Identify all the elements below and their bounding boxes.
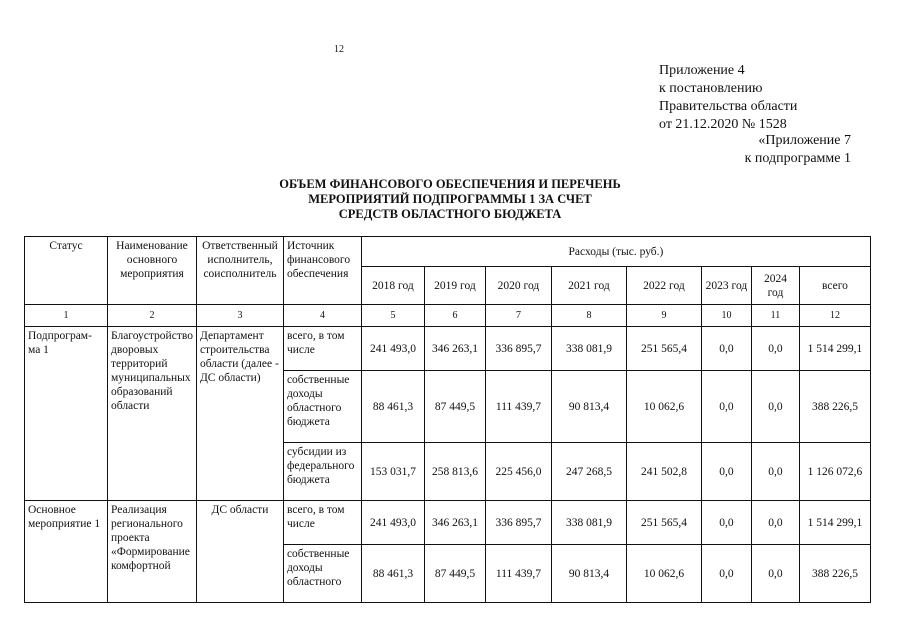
- header-source: Источник финансового обеспечения: [283, 237, 361, 305]
- value-cell: 388 226,5: [799, 371, 870, 443]
- annex-line: Приложение 4: [659, 63, 745, 78]
- column-index: 10: [701, 305, 751, 327]
- annex-line: «Приложение 7: [758, 133, 851, 148]
- measure-name-cell: Благоустройство дворовых территорий муниципальных образований области: [108, 327, 197, 501]
- column-index: 7: [485, 305, 551, 327]
- value-cell: 1 514 299,1: [799, 501, 870, 545]
- column-index: 11: [751, 305, 799, 327]
- column-index: 6: [424, 305, 485, 327]
- value-cell: 225 456,0: [485, 443, 551, 501]
- header-year: 2023 год: [701, 267, 751, 305]
- value-cell: 90 813,4: [551, 545, 626, 603]
- header-year: 2024 год: [751, 267, 799, 305]
- title-line: СРЕДСТВ ОБЛАСТНОГО БЮДЖЕТА: [338, 207, 562, 221]
- value-cell: 88 461,3: [361, 371, 424, 443]
- value-cell: 336 895,7: [485, 501, 551, 545]
- annex-line: Правительства области: [659, 99, 798, 114]
- value-cell: 88 461,3: [361, 545, 424, 603]
- header-year: 2019 год: [424, 267, 485, 305]
- status-cell: Основное мероприятие 1: [25, 501, 108, 603]
- header-year: 2022 год: [626, 267, 701, 305]
- value-cell: 0,0: [751, 545, 799, 603]
- page-number: 12: [334, 44, 344, 55]
- value-cell: 241 502,8: [626, 443, 701, 501]
- value-cell: 241 493,0: [361, 501, 424, 545]
- value-cell: 0,0: [701, 371, 751, 443]
- value-cell: 111 439,7: [485, 371, 551, 443]
- value-cell: 1 514 299,1: [799, 327, 870, 371]
- column-index: 3: [196, 305, 283, 327]
- annex-block: [659, 62, 797, 134]
- header-status: Статус: [25, 237, 108, 305]
- title-line: ОБЪЕМ ФИНАНСОВОГО ОБЕСПЕЧЕНИЯ И ПЕРЕЧЕНЬ: [279, 177, 621, 191]
- title-line: МЕРОПРИЯТИЙ ПОДПРОГРАММЫ 1 ЗА СЧЕТ: [308, 192, 592, 206]
- header-year: 2020 год: [485, 267, 551, 305]
- source-cell: всего, в том числе: [283, 327, 361, 371]
- document-title: [240, 177, 660, 222]
- annex-line: от 21.12.2020 № 1528: [659, 117, 787, 132]
- value-cell: 153 031,7: [361, 443, 424, 501]
- value-cell: 0,0: [751, 327, 799, 371]
- column-index: 4: [283, 305, 361, 327]
- value-cell: 87 449,5: [424, 371, 485, 443]
- value-cell: 388 226,5: [799, 545, 870, 603]
- header-name: Наименование основного мероприятия: [108, 237, 197, 305]
- column-index: 5: [361, 305, 424, 327]
- value-cell: 1 126 072,6: [799, 443, 870, 501]
- source-cell: собственные доходы областного: [283, 545, 361, 603]
- source-cell: собственные доходы областного бюджета: [283, 371, 361, 443]
- measure-name-cell: Реализация регионального проекта «Формирование комфортной: [108, 501, 197, 603]
- value-cell: 0,0: [701, 327, 751, 371]
- value-cell: 338 081,9: [551, 327, 626, 371]
- column-index: 12: [799, 305, 870, 327]
- value-cell: 0,0: [751, 501, 799, 545]
- column-index: 9: [626, 305, 701, 327]
- finance-table: [24, 236, 871, 603]
- header-total: всего: [799, 267, 870, 305]
- header-year: 2018 год: [361, 267, 424, 305]
- value-cell: 87 449,5: [424, 545, 485, 603]
- value-cell: 90 813,4: [551, 371, 626, 443]
- column-index: 8: [551, 305, 626, 327]
- value-cell: 111 439,7: [485, 545, 551, 603]
- value-cell: 10 062,6: [626, 545, 701, 603]
- responsible-cell: Департамент строительства области (далее - ДС области): [196, 327, 283, 501]
- value-cell: 336 895,7: [485, 327, 551, 371]
- status-cell: Подпрограм-ма 1: [25, 327, 108, 501]
- value-cell: 0,0: [751, 371, 799, 443]
- value-cell: 247 268,5: [551, 443, 626, 501]
- header-year: 2021 год: [551, 267, 626, 305]
- column-index: 1: [25, 305, 108, 327]
- value-cell: 0,0: [701, 501, 751, 545]
- header-responsible: Ответственный исполнитель, соисполнитель: [196, 237, 283, 305]
- value-cell: 10 062,6: [626, 371, 701, 443]
- source-cell: всего, в том числе: [283, 501, 361, 545]
- value-cell: 0,0: [701, 545, 751, 603]
- value-cell: 251 565,4: [626, 501, 701, 545]
- value-cell: 346 263,1: [424, 327, 485, 371]
- value-cell: 346 263,1: [424, 501, 485, 545]
- value-cell: 338 081,9: [551, 501, 626, 545]
- value-cell: 258 813,6: [424, 443, 485, 501]
- responsible-cell: ДС области: [196, 501, 283, 603]
- annex-line: к постановлению: [659, 81, 763, 96]
- column-index: 2: [108, 305, 197, 327]
- value-cell: 0,0: [751, 443, 799, 501]
- annex-subblock: [745, 132, 851, 168]
- value-cell: 241 493,0: [361, 327, 424, 371]
- value-cell: 251 565,4: [626, 327, 701, 371]
- header-expenses: Расходы (тыс. руб.): [361, 237, 870, 267]
- value-cell: 0,0: [701, 443, 751, 501]
- source-cell: субсидии из федерального бюджета: [283, 443, 361, 501]
- annex-line: к подпрограмме 1: [744, 151, 851, 166]
